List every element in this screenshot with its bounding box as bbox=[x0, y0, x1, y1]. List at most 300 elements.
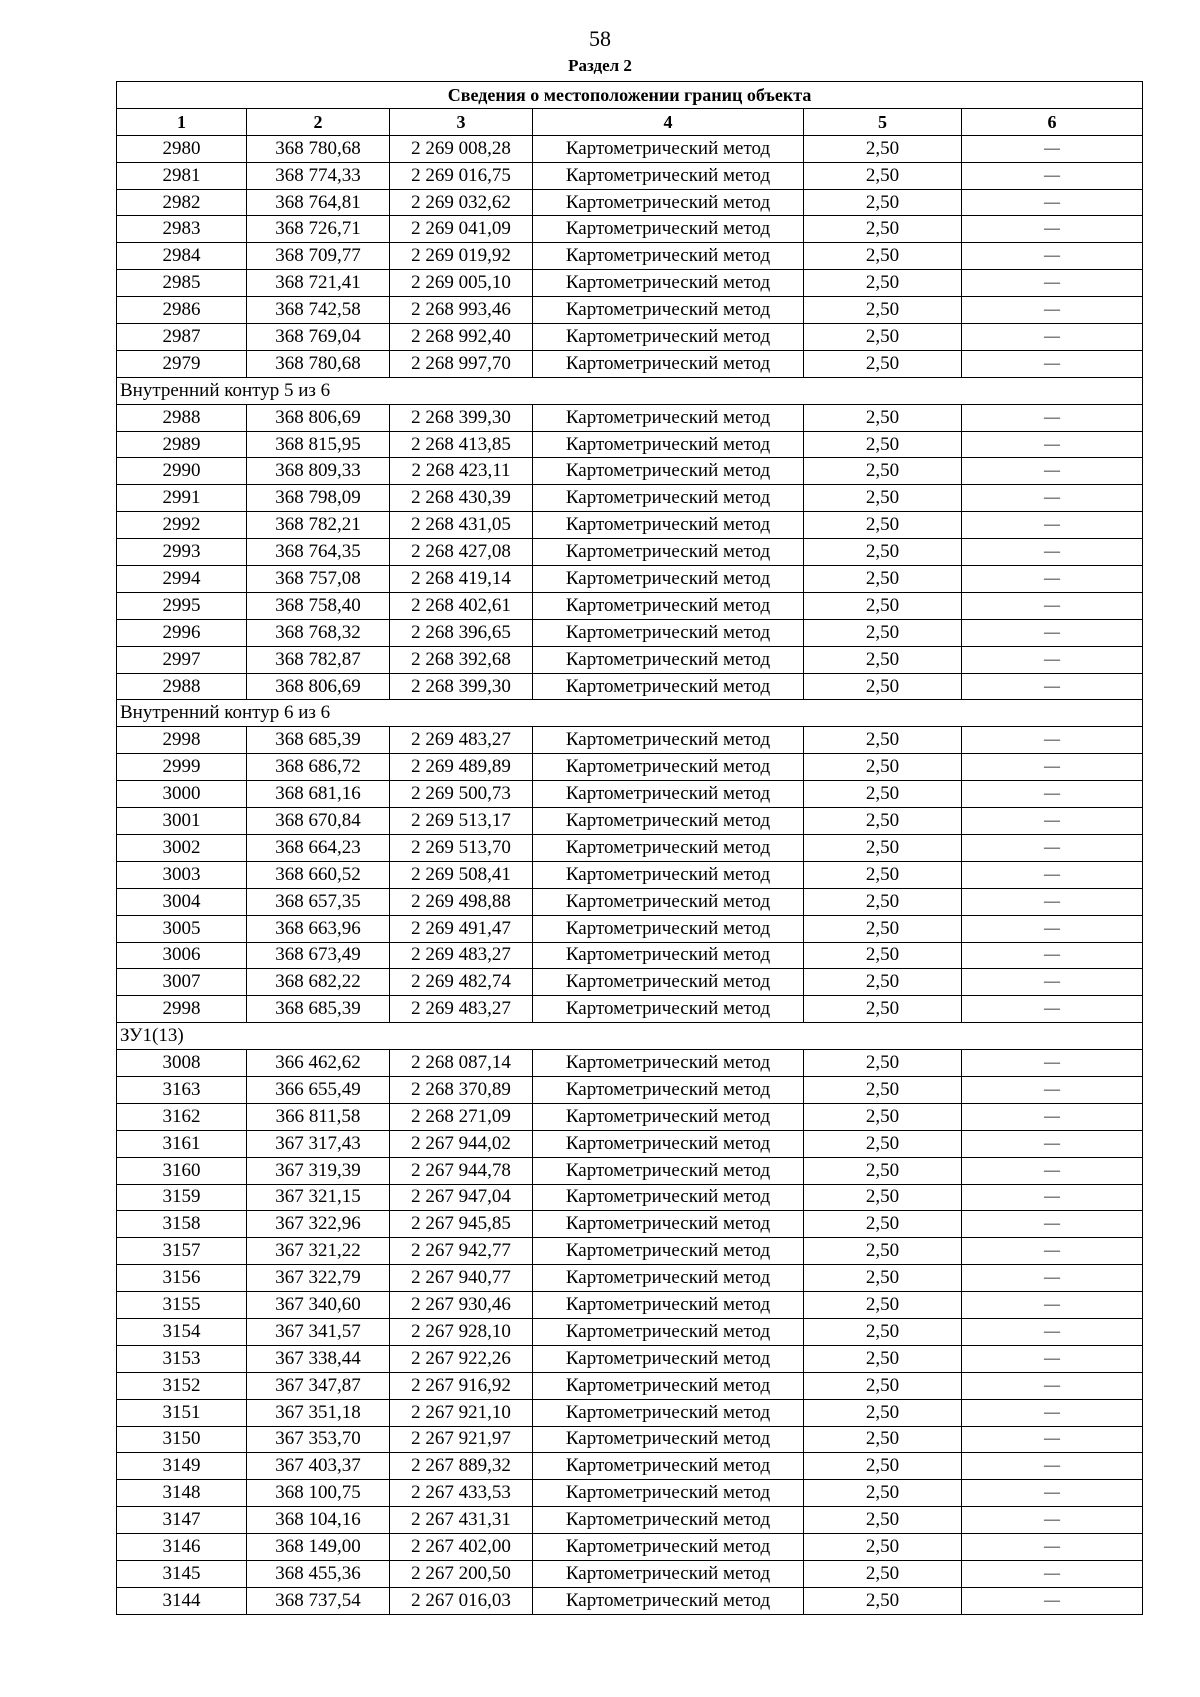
accuracy-cell: 2,50 bbox=[804, 135, 962, 162]
coordinate-x-cell: 368 664,23 bbox=[247, 834, 390, 861]
table-row bbox=[117, 539, 1143, 566]
accuracy-cell: 2,50 bbox=[804, 1345, 962, 1372]
coordinate-y-cell: 2 267 944,02 bbox=[390, 1130, 533, 1157]
table-caption-row bbox=[117, 82, 1143, 109]
description-cell: — bbox=[962, 1103, 1143, 1130]
accuracy-cell: 2,50 bbox=[804, 404, 962, 431]
section-title: Раздел 2 bbox=[568, 56, 632, 75]
coordinates-table bbox=[116, 81, 1143, 1615]
point-number-cell: 3160 bbox=[117, 1157, 247, 1184]
accuracy-cell: 2,50 bbox=[804, 1372, 962, 1399]
method-cell: Картометрический метод bbox=[533, 996, 804, 1023]
table-row bbox=[117, 1130, 1143, 1157]
point-number-cell: 2995 bbox=[117, 592, 247, 619]
method-cell: Картометрический метод bbox=[533, 512, 804, 539]
description-cell: — bbox=[962, 162, 1143, 189]
coordinate-x-cell: 367 317,43 bbox=[247, 1130, 390, 1157]
point-number-cell: 2988 bbox=[117, 673, 247, 700]
method-cell: Картометрический метод bbox=[533, 727, 804, 754]
point-number-cell: 2992 bbox=[117, 512, 247, 539]
method-cell: Картометрический метод bbox=[533, 1157, 804, 1184]
accuracy-cell: 2,50 bbox=[804, 1560, 962, 1587]
coordinate-y-cell: 2 268 399,30 bbox=[390, 404, 533, 431]
point-number-cell: 2991 bbox=[117, 485, 247, 512]
point-number-cell: 3148 bbox=[117, 1480, 247, 1507]
accuracy-cell: 2,50 bbox=[804, 915, 962, 942]
table-row bbox=[117, 1560, 1143, 1587]
description-cell: — bbox=[962, 1480, 1143, 1507]
coordinate-y-cell: 2 268 427,08 bbox=[390, 539, 533, 566]
table-row bbox=[117, 592, 1143, 619]
method-cell: Картометрический метод bbox=[533, 566, 804, 593]
description-cell: — bbox=[962, 1399, 1143, 1426]
table-row bbox=[117, 1184, 1143, 1211]
point-number-cell: 3163 bbox=[117, 1076, 247, 1103]
coordinate-y-cell: 2 267 922,26 bbox=[390, 1345, 533, 1372]
description-cell: — bbox=[962, 1211, 1143, 1238]
method-cell: Картометрический метод bbox=[533, 646, 804, 673]
column-header: 2 bbox=[247, 108, 390, 135]
coordinate-y-cell: 2 269 508,41 bbox=[390, 861, 533, 888]
table-row bbox=[117, 969, 1143, 996]
description-cell: — bbox=[962, 1534, 1143, 1561]
method-cell: Картометрический метод bbox=[533, 1453, 804, 1480]
table-row bbox=[117, 1157, 1143, 1184]
coordinate-x-cell: 368 685,39 bbox=[247, 996, 390, 1023]
description-cell: — bbox=[962, 135, 1143, 162]
table-row bbox=[117, 888, 1143, 915]
accuracy-cell: 2,50 bbox=[804, 539, 962, 566]
method-cell: Картометрический метод bbox=[533, 1507, 804, 1534]
table-row bbox=[117, 834, 1143, 861]
method-cell: Картометрический метод bbox=[533, 834, 804, 861]
point-number-cell: 2987 bbox=[117, 324, 247, 351]
table-row bbox=[117, 350, 1143, 377]
table-row bbox=[117, 270, 1143, 297]
point-number-cell: 2994 bbox=[117, 566, 247, 593]
coordinate-x-cell: 368 660,52 bbox=[247, 861, 390, 888]
coordinate-y-cell: 2 269 483,27 bbox=[390, 727, 533, 754]
coordinate-x-cell: 368 455,36 bbox=[247, 1560, 390, 1587]
method-cell: Картометрический метод bbox=[533, 350, 804, 377]
coordinate-x-cell: 368 780,68 bbox=[247, 350, 390, 377]
coordinate-x-cell: 368 673,49 bbox=[247, 942, 390, 969]
method-cell: Картометрический метод bbox=[533, 1211, 804, 1238]
coordinate-y-cell: 2 269 483,27 bbox=[390, 996, 533, 1023]
point-number-cell: 3151 bbox=[117, 1399, 247, 1426]
table-row bbox=[117, 808, 1143, 835]
table-row bbox=[117, 1265, 1143, 1292]
description-cell: — bbox=[962, 512, 1143, 539]
accuracy-cell: 2,50 bbox=[804, 1399, 962, 1426]
table-header-row bbox=[117, 108, 1143, 135]
description-cell: — bbox=[962, 458, 1143, 485]
coordinate-y-cell: 2 268 402,61 bbox=[390, 592, 533, 619]
point-number-cell: 2993 bbox=[117, 539, 247, 566]
description-cell: — bbox=[962, 834, 1143, 861]
table-row bbox=[117, 1103, 1143, 1130]
method-cell: Картометрический метод bbox=[533, 539, 804, 566]
table-row bbox=[117, 458, 1143, 485]
point-number-cell: 3155 bbox=[117, 1292, 247, 1319]
point-number-cell: 3003 bbox=[117, 861, 247, 888]
coordinate-x-cell: 368 757,08 bbox=[247, 566, 390, 593]
coordinate-x-cell: 368 764,35 bbox=[247, 539, 390, 566]
description-cell: — bbox=[962, 727, 1143, 754]
point-number-cell: 3006 bbox=[117, 942, 247, 969]
table-row bbox=[117, 216, 1143, 243]
coordinate-y-cell: 2 267 889,32 bbox=[390, 1453, 533, 1480]
accuracy-cell: 2,50 bbox=[804, 1426, 962, 1453]
description-cell: — bbox=[962, 270, 1143, 297]
coordinate-y-cell: 2 267 942,77 bbox=[390, 1238, 533, 1265]
point-number-cell: 3002 bbox=[117, 834, 247, 861]
point-number-cell: 3161 bbox=[117, 1130, 247, 1157]
description-cell: — bbox=[962, 1130, 1143, 1157]
coordinate-x-cell: 368 742,58 bbox=[247, 297, 390, 324]
table-caption: Сведения о местоположении границ объекта bbox=[117, 82, 1143, 109]
accuracy-cell: 2,50 bbox=[804, 566, 962, 593]
coordinate-y-cell: 2 269 032,62 bbox=[390, 189, 533, 216]
accuracy-cell: 2,50 bbox=[804, 1130, 962, 1157]
accuracy-cell: 2,50 bbox=[804, 162, 962, 189]
column-header: 6 bbox=[962, 108, 1143, 135]
coordinate-y-cell: 2 268 423,11 bbox=[390, 458, 533, 485]
coordinate-y-cell: 2 267 944,78 bbox=[390, 1157, 533, 1184]
coordinate-x-cell: 368 774,33 bbox=[247, 162, 390, 189]
table-row bbox=[117, 673, 1143, 700]
point-number-cell: 3154 bbox=[117, 1318, 247, 1345]
point-number-cell: 3145 bbox=[117, 1560, 247, 1587]
accuracy-cell: 2,50 bbox=[804, 861, 962, 888]
coordinate-x-cell: 366 462,62 bbox=[247, 1050, 390, 1077]
description-cell: — bbox=[962, 539, 1143, 566]
table-row bbox=[117, 431, 1143, 458]
method-cell: Картометрический метод bbox=[533, 458, 804, 485]
column-header: 5 bbox=[804, 108, 962, 135]
method-cell: Картометрический метод bbox=[533, 1560, 804, 1587]
coordinate-x-cell: 367 351,18 bbox=[247, 1399, 390, 1426]
description-cell: — bbox=[962, 1345, 1143, 1372]
method-cell: Картометрический метод bbox=[533, 162, 804, 189]
coordinate-x-cell: 367 338,44 bbox=[247, 1345, 390, 1372]
coordinate-y-cell: 2 268 399,30 bbox=[390, 673, 533, 700]
coordinate-y-cell: 2 267 433,53 bbox=[390, 1480, 533, 1507]
accuracy-cell: 2,50 bbox=[804, 996, 962, 1023]
coordinate-x-cell: 368 758,40 bbox=[247, 592, 390, 619]
coordinate-x-cell: 368 682,22 bbox=[247, 969, 390, 996]
description-cell: — bbox=[962, 243, 1143, 270]
point-number-cell: 3157 bbox=[117, 1238, 247, 1265]
coordinate-x-cell: 368 806,69 bbox=[247, 404, 390, 431]
accuracy-cell: 2,50 bbox=[804, 888, 962, 915]
accuracy-cell: 2,50 bbox=[804, 1157, 962, 1184]
coordinate-y-cell: 2 267 928,10 bbox=[390, 1318, 533, 1345]
accuracy-cell: 2,50 bbox=[804, 1480, 962, 1507]
coordinate-y-cell: 2 268 396,65 bbox=[390, 619, 533, 646]
point-number-cell: 3162 bbox=[117, 1103, 247, 1130]
point-number-cell: 2980 bbox=[117, 135, 247, 162]
point-number-cell: 2990 bbox=[117, 458, 247, 485]
coordinate-x-cell: 368 100,75 bbox=[247, 1480, 390, 1507]
description-cell: — bbox=[962, 646, 1143, 673]
description-cell: — bbox=[962, 969, 1143, 996]
accuracy-cell: 2,50 bbox=[804, 512, 962, 539]
method-cell: Картометрический метод bbox=[533, 1265, 804, 1292]
point-number-cell: 3001 bbox=[117, 808, 247, 835]
method-cell: Картометрический метод bbox=[533, 270, 804, 297]
accuracy-cell: 2,50 bbox=[804, 1507, 962, 1534]
accuracy-cell: 2,50 bbox=[804, 297, 962, 324]
coordinate-x-cell: 367 353,70 bbox=[247, 1426, 390, 1453]
coordinate-y-cell: 2 268 392,68 bbox=[390, 646, 533, 673]
coordinate-y-cell: 2 268 430,39 bbox=[390, 485, 533, 512]
accuracy-cell: 2,50 bbox=[804, 834, 962, 861]
method-cell: Картометрический метод bbox=[533, 942, 804, 969]
group-label: Внутренний контур 5 из 6 bbox=[117, 377, 1143, 404]
coordinate-x-cell: 367 403,37 bbox=[247, 1453, 390, 1480]
table-row bbox=[117, 1372, 1143, 1399]
coordinate-x-cell: 368 782,21 bbox=[247, 512, 390, 539]
accuracy-cell: 2,50 bbox=[804, 673, 962, 700]
description-cell: — bbox=[962, 861, 1143, 888]
table-row bbox=[117, 324, 1143, 351]
point-number-cell: 3150 bbox=[117, 1426, 247, 1453]
accuracy-cell: 2,50 bbox=[804, 1211, 962, 1238]
coordinate-x-cell: 368 685,39 bbox=[247, 727, 390, 754]
accuracy-cell: 2,50 bbox=[804, 270, 962, 297]
accuracy-cell: 2,50 bbox=[804, 969, 962, 996]
method-cell: Картометрический метод bbox=[533, 1480, 804, 1507]
point-number-cell: 2983 bbox=[117, 216, 247, 243]
method-cell: Картометрический метод bbox=[533, 1534, 804, 1561]
description-cell: — bbox=[962, 673, 1143, 700]
description-cell: — bbox=[962, 1507, 1143, 1534]
description-cell: — bbox=[962, 1076, 1143, 1103]
table-row bbox=[117, 1587, 1143, 1614]
description-cell: — bbox=[962, 1426, 1143, 1453]
table-row bbox=[117, 404, 1143, 431]
method-cell: Картометрический метод bbox=[533, 1050, 804, 1077]
coordinate-x-cell: 368 780,68 bbox=[247, 135, 390, 162]
table-row bbox=[117, 1399, 1143, 1426]
description-cell: — bbox=[962, 619, 1143, 646]
column-header: 4 bbox=[533, 108, 804, 135]
accuracy-cell: 2,50 bbox=[804, 1050, 962, 1077]
description-cell: — bbox=[962, 1372, 1143, 1399]
accuracy-cell: 2,50 bbox=[804, 458, 962, 485]
table-row bbox=[117, 646, 1143, 673]
description-cell: — bbox=[962, 404, 1143, 431]
point-number-cell: 3153 bbox=[117, 1345, 247, 1372]
table-row bbox=[117, 135, 1143, 162]
description-cell: — bbox=[962, 431, 1143, 458]
point-number-cell: 2984 bbox=[117, 243, 247, 270]
table-row bbox=[117, 512, 1143, 539]
description-cell: — bbox=[962, 297, 1143, 324]
method-cell: Картометрический метод bbox=[533, 297, 804, 324]
point-number-cell: 2997 bbox=[117, 646, 247, 673]
coordinate-x-cell: 368 737,54 bbox=[247, 1587, 390, 1614]
coordinate-y-cell: 2 269 019,92 bbox=[390, 243, 533, 270]
table-row bbox=[117, 1238, 1143, 1265]
point-number-cell: 2981 bbox=[117, 162, 247, 189]
table-row bbox=[117, 861, 1143, 888]
description-cell: — bbox=[962, 1292, 1143, 1319]
coordinate-x-cell: 367 321,22 bbox=[247, 1238, 390, 1265]
coordinate-x-cell: 368 768,32 bbox=[247, 619, 390, 646]
table-row bbox=[117, 1426, 1143, 1453]
coordinate-y-cell: 2 268 271,09 bbox=[390, 1103, 533, 1130]
accuracy-cell: 2,50 bbox=[804, 1184, 962, 1211]
accuracy-cell: 2,50 bbox=[804, 1103, 962, 1130]
description-cell: — bbox=[962, 1157, 1143, 1184]
coordinate-x-cell: 368 663,96 bbox=[247, 915, 390, 942]
coordinate-y-cell: 2 268 992,40 bbox=[390, 324, 533, 351]
point-number-cell: 3156 bbox=[117, 1265, 247, 1292]
description-cell: — bbox=[962, 1318, 1143, 1345]
coordinate-y-cell: 2 267 940,77 bbox=[390, 1265, 533, 1292]
coordinate-y-cell: 2 269 491,47 bbox=[390, 915, 533, 942]
point-number-cell: 3147 bbox=[117, 1507, 247, 1534]
table-row bbox=[117, 942, 1143, 969]
method-cell: Картометрический метод bbox=[533, 1399, 804, 1426]
group-row bbox=[117, 1023, 1143, 1050]
accuracy-cell: 2,50 bbox=[804, 646, 962, 673]
method-cell: Картометрический метод bbox=[533, 1184, 804, 1211]
coordinate-x-cell: 368 806,69 bbox=[247, 673, 390, 700]
coordinate-y-cell: 2 267 431,31 bbox=[390, 1507, 533, 1534]
method-cell: Картометрический метод bbox=[533, 1238, 804, 1265]
description-cell: — bbox=[962, 216, 1143, 243]
coordinate-y-cell: 2 269 500,73 bbox=[390, 781, 533, 808]
point-number-cell: 2989 bbox=[117, 431, 247, 458]
accuracy-cell: 2,50 bbox=[804, 1076, 962, 1103]
coordinate-y-cell: 2 269 482,74 bbox=[390, 969, 533, 996]
method-cell: Картометрический метод bbox=[533, 135, 804, 162]
method-cell: Картометрический метод bbox=[533, 1076, 804, 1103]
description-cell: — bbox=[962, 1453, 1143, 1480]
accuracy-cell: 2,50 bbox=[804, 1534, 962, 1561]
table-row bbox=[117, 781, 1143, 808]
table-row bbox=[117, 727, 1143, 754]
table-row bbox=[117, 189, 1143, 216]
coordinate-y-cell: 2 269 489,89 bbox=[390, 754, 533, 781]
method-cell: Картометрический метод bbox=[533, 1426, 804, 1453]
table-row bbox=[117, 619, 1143, 646]
coordinate-x-cell: 367 341,57 bbox=[247, 1318, 390, 1345]
table-body bbox=[117, 82, 1143, 1615]
accuracy-cell: 2,50 bbox=[804, 1292, 962, 1319]
point-number-cell: 3005 bbox=[117, 915, 247, 942]
method-cell: Картометрический метод bbox=[533, 189, 804, 216]
page-number: 58 bbox=[589, 26, 611, 51]
point-number-cell: 3159 bbox=[117, 1184, 247, 1211]
coordinate-x-cell: 368 709,77 bbox=[247, 243, 390, 270]
point-number-cell: 2996 bbox=[117, 619, 247, 646]
point-number-cell: 2998 bbox=[117, 727, 247, 754]
description-cell: — bbox=[962, 324, 1143, 351]
coordinate-x-cell: 366 655,49 bbox=[247, 1076, 390, 1103]
coordinate-x-cell: 368 764,81 bbox=[247, 189, 390, 216]
description-cell: — bbox=[962, 888, 1143, 915]
method-cell: Картометрический метод bbox=[533, 592, 804, 619]
description-cell: — bbox=[962, 350, 1143, 377]
coordinate-y-cell: 2 267 916,92 bbox=[390, 1372, 533, 1399]
accuracy-cell: 2,50 bbox=[804, 350, 962, 377]
method-cell: Картометрический метод bbox=[533, 861, 804, 888]
method-cell: Картометрический метод bbox=[533, 1318, 804, 1345]
accuracy-cell: 2,50 bbox=[804, 754, 962, 781]
accuracy-cell: 2,50 bbox=[804, 781, 962, 808]
point-number-cell: 2999 bbox=[117, 754, 247, 781]
point-number-cell: 3152 bbox=[117, 1372, 247, 1399]
accuracy-cell: 2,50 bbox=[804, 243, 962, 270]
coordinate-y-cell: 2 267 016,03 bbox=[390, 1587, 533, 1614]
coordinate-x-cell: 368 726,71 bbox=[247, 216, 390, 243]
method-cell: Картометрический метод bbox=[533, 404, 804, 431]
description-cell: — bbox=[962, 1265, 1143, 1292]
accuracy-cell: 2,50 bbox=[804, 942, 962, 969]
coordinate-y-cell: 2 267 947,04 bbox=[390, 1184, 533, 1211]
accuracy-cell: 2,50 bbox=[804, 189, 962, 216]
accuracy-cell: 2,50 bbox=[804, 1587, 962, 1614]
table-row bbox=[117, 162, 1143, 189]
description-cell: — bbox=[962, 942, 1143, 969]
coordinate-y-cell: 2 267 921,10 bbox=[390, 1399, 533, 1426]
method-cell: Картометрический метод bbox=[533, 969, 804, 996]
table-row bbox=[117, 1076, 1143, 1103]
method-cell: Картометрический метод bbox=[533, 216, 804, 243]
table-row bbox=[117, 566, 1143, 593]
coordinate-x-cell: 367 322,96 bbox=[247, 1211, 390, 1238]
method-cell: Картометрический метод bbox=[533, 673, 804, 700]
coordinate-x-cell: 367 319,39 bbox=[247, 1157, 390, 1184]
coordinate-y-cell: 2 268 993,46 bbox=[390, 297, 533, 324]
coordinate-x-cell: 368 681,16 bbox=[247, 781, 390, 808]
coordinate-x-cell: 367 340,60 bbox=[247, 1292, 390, 1319]
table-row bbox=[117, 1480, 1143, 1507]
table-row bbox=[117, 297, 1143, 324]
coordinate-x-cell: 368 815,95 bbox=[247, 431, 390, 458]
table-row bbox=[117, 243, 1143, 270]
coordinate-x-cell: 368 782,87 bbox=[247, 646, 390, 673]
method-cell: Картометрический метод bbox=[533, 431, 804, 458]
coordinate-y-cell: 2 268 419,14 bbox=[390, 566, 533, 593]
coordinate-y-cell: 2 268 997,70 bbox=[390, 350, 533, 377]
method-cell: Картометрический метод bbox=[533, 243, 804, 270]
accuracy-cell: 2,50 bbox=[804, 592, 962, 619]
coordinate-y-cell: 2 268 087,14 bbox=[390, 1050, 533, 1077]
coordinate-y-cell: 2 267 930,46 bbox=[390, 1292, 533, 1319]
description-cell: — bbox=[962, 915, 1143, 942]
point-number-cell: 2986 bbox=[117, 297, 247, 324]
description-cell: — bbox=[962, 781, 1143, 808]
coordinate-x-cell: 368 721,41 bbox=[247, 270, 390, 297]
point-number-cell: 2979 bbox=[117, 350, 247, 377]
coordinate-x-cell: 367 321,15 bbox=[247, 1184, 390, 1211]
description-cell: — bbox=[962, 808, 1143, 835]
description-cell: — bbox=[962, 754, 1143, 781]
coordinate-y-cell: 2 269 041,09 bbox=[390, 216, 533, 243]
group-label: Внутренний контур 6 из 6 bbox=[117, 700, 1143, 727]
coordinate-x-cell: 368 769,04 bbox=[247, 324, 390, 351]
coordinate-y-cell: 2 268 413,85 bbox=[390, 431, 533, 458]
point-number-cell: 2982 bbox=[117, 189, 247, 216]
coordinate-x-cell: 368 670,84 bbox=[247, 808, 390, 835]
description-cell: — bbox=[962, 1587, 1143, 1614]
point-number-cell: 3149 bbox=[117, 1453, 247, 1480]
